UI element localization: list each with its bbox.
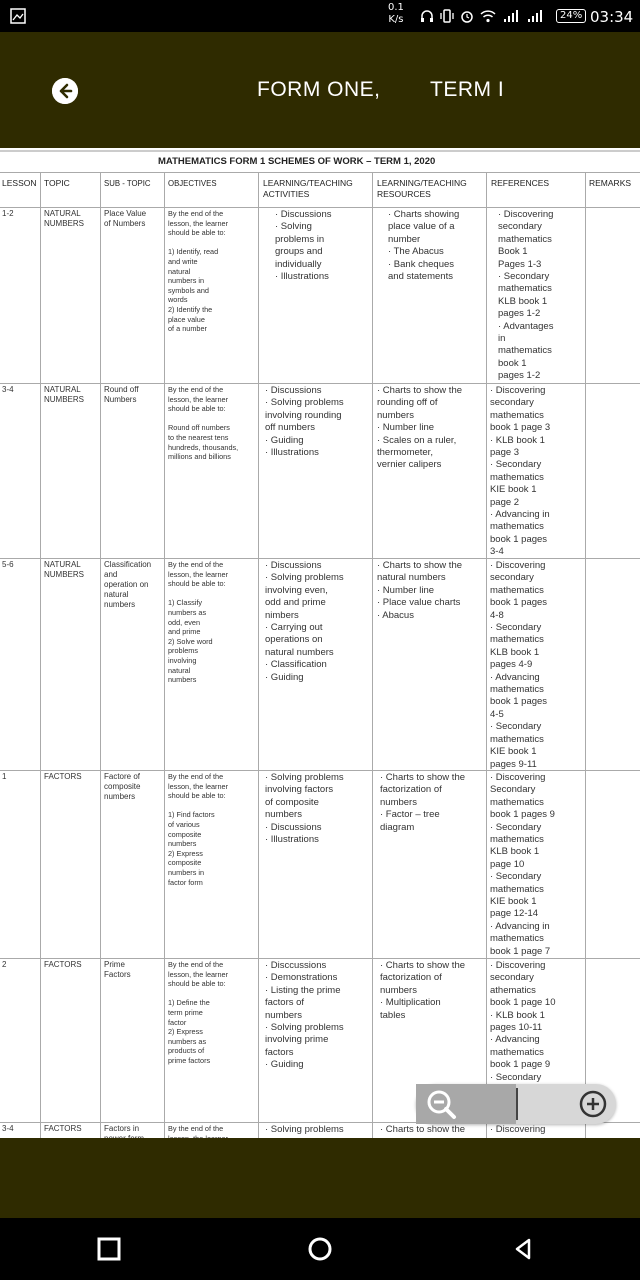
table-cell-topic: FACTORS xyxy=(44,1124,82,1133)
table-cell-objectives: By the end of the xyxy=(168,1124,224,1133)
table-border xyxy=(585,172,586,1142)
table-cell-resources: · Charts to show the factorization of numbers · Multiplication tables xyxy=(380,960,466,1021)
table-border xyxy=(0,172,640,173)
network-speed-value: 0.1 xyxy=(388,2,404,13)
table-cell-subtopic: Factore of composite numbers xyxy=(104,772,141,801)
vibrate-icon xyxy=(440,9,454,23)
column-header-subtopic: SUB - TOPIC xyxy=(104,179,151,188)
back-arrow-icon[interactable] xyxy=(52,78,78,104)
table-border xyxy=(258,172,259,1142)
footer-band xyxy=(0,1138,640,1218)
battery-indicator: 24% xyxy=(556,9,586,23)
table-cell-references: · Discovering Secondary mathematics book 1 pages 9 · Secondary mathematics KLB book 1 page 10 · Secondary mathematics KIE book 1 page 12-14 · Advancing in mathematics book 1 page 7 xyxy=(490,772,555,957)
table-cell-references: · Discovering secondary mathematics book 1 pages 4-8 · Secondary mathematics KLB book 1 pages 4-9 · Advancing mathematics book 1 pages 4-5 · Secondary mathematics KIE book 1 pages 9-11 xyxy=(490,560,548,770)
table-border xyxy=(40,172,41,1142)
gallery-icon xyxy=(10,8,26,24)
headphones-icon xyxy=(420,9,434,23)
table-cell-references: · Discovering secondary mathematics book 1 page 3 · KLB book 1 page 3 · Secondary mathematics KIE book 1 page 2 · Advancing in mathematics book 1 pages 3-4 xyxy=(490,385,551,558)
table-border xyxy=(372,172,373,1142)
table-cell-references: · Discovering secondary athematics book 1 page 10 · KLB book 1 pages 10-11 · Advancing mathematics book 1 page 9 · Secondary xyxy=(490,960,556,1083)
network-speed xyxy=(388,2,404,26)
table-cell-objectives: By the end of the lesson, the learner should be able to: 1) Define the term prime factor 2) Express numbers as products of prime factors xyxy=(168,960,229,1065)
recent-apps-icon[interactable] xyxy=(96,1236,122,1262)
column-header-objectives: OBJECTIVES xyxy=(168,179,217,188)
table-cell-resources: · Charts to show the natural numbers · Number line · Place value charts · Abacus xyxy=(377,560,463,621)
table-cell-activities: · Discussions · Solving problems involving even, odd and prime nimbers · Carrying out operations on natural numbers · Classification · Guiding xyxy=(265,560,344,683)
table-cell-activities: · Solving problems xyxy=(265,1124,344,1135)
table-border xyxy=(100,172,101,1142)
column-header-references: REFERENCES xyxy=(491,178,550,188)
clock: 03:34 xyxy=(590,8,634,26)
zoom-in-icon xyxy=(578,1089,608,1119)
table-cell-activities: · Discussions · Solving problems in groups and individually · Illustrations xyxy=(275,209,332,283)
table-cell-subtopic: Factors in xyxy=(104,1124,140,1133)
table-cell-lesson: 1 xyxy=(2,772,7,781)
table-border xyxy=(0,383,640,384)
table-cell-resources: · Charts to show the factorization of numbers · Factor – tree diagram xyxy=(380,772,466,833)
header-title-term: TERM I xyxy=(430,78,505,101)
table-cell-topic: NATURAL NUMBERS xyxy=(44,209,85,228)
table-border xyxy=(164,172,165,1142)
table-cell-subtopic: Round off Numbers xyxy=(104,385,139,404)
table-cell-lesson: 3-4 xyxy=(2,385,14,394)
column-header-remarks: REMARKS xyxy=(589,178,632,188)
column-header-lesson: LESSON xyxy=(2,178,37,188)
table-cell-subtopic: Place Value of Numbers xyxy=(104,209,147,228)
wifi-icon xyxy=(480,9,496,23)
signal-icon xyxy=(502,9,520,23)
table-cell-references: · Discovering xyxy=(490,1124,546,1135)
table-cell-subtopic: Prime Factors xyxy=(104,960,131,979)
document-top-rule xyxy=(0,150,640,152)
table-cell-lesson: 2 xyxy=(2,960,7,969)
navigation-bar xyxy=(0,1218,640,1280)
app-header xyxy=(0,32,640,148)
zoom-control xyxy=(416,1084,616,1124)
zoom-out-button[interactable] xyxy=(416,1084,516,1124)
signal-icon xyxy=(526,9,544,23)
table-cell-resources: · Charts to show the rounding off of numbers · Number line · Scales on a ruler, thermometer, vernier calipers xyxy=(377,385,463,471)
table-cell-topic: FACTORS xyxy=(44,772,82,781)
table-cell-objectives: By the end of the lesson, the learner should be able to: 1) Identify, read and write natural numbers in symbols and words 2) Identify the place value of a number xyxy=(168,209,229,334)
table-border xyxy=(486,172,487,1142)
header-title-form: FORM ONE, xyxy=(257,78,381,101)
back-nav-icon[interactable] xyxy=(510,1236,536,1262)
alarm-icon xyxy=(460,9,474,23)
column-header-topic: TOPIC xyxy=(44,178,70,188)
document-viewer[interactable] xyxy=(0,148,640,1138)
zoom-out-icon xyxy=(426,1089,456,1119)
table-cell-activities: · Discussions · Solving problems involving rounding off numbers · Guiding · Illustrations xyxy=(265,385,344,459)
table-cell-objectives: By the end of the lesson, the learner should be able to: 1) Find factors of various composite numbers 2) Express composite numbers in factor form xyxy=(168,772,229,887)
table-cell-lesson: 1-2 xyxy=(2,209,14,218)
status-bar xyxy=(0,0,640,32)
network-speed-unit: K/s xyxy=(388,14,404,25)
table-cell-topic: NATURAL NUMBERS xyxy=(44,560,85,579)
table-cell-activities: · Solving problems involving factors of composite numbers · Discussions · Illustrations xyxy=(265,772,344,846)
column-header-resources: LEARNING/TEACHING RESOURCES xyxy=(377,178,467,199)
table-cell-objectives: By the end of the lesson, the learner should be able to: 1) Classify numbers as odd, even and prime 2) Solve word problems involving natural numbers xyxy=(168,560,229,685)
table-cell-activities: · Disccussions · Demonstrations · Listing the prime factors of numbers · Solving problems involving prime factors · Guiding xyxy=(265,960,344,1071)
table-cell-topic: FACTORS xyxy=(44,960,82,969)
document-title: MATHEMATICS FORM 1 SCHEMES OF WORK – TERM 1, 2020 xyxy=(158,156,436,167)
table-cell-objectives: By the end of the lesson, the learner should be able to: Round off numbers to the nearest tens hundreds, thousands, millions and billions xyxy=(168,385,239,462)
home-icon[interactable] xyxy=(307,1236,333,1262)
column-header-activities: LEARNING/TEACHING ACTIVITIES xyxy=(263,178,353,199)
table-border xyxy=(0,207,640,208)
status-icons xyxy=(420,6,544,26)
table-cell-resources: · Charts showing place value of a number · The Abacus · Bank cheques and statements xyxy=(388,209,460,283)
table-cell-topic: NATURAL NUMBERS xyxy=(44,385,85,404)
table-cell-resources: · Charts to show the xyxy=(380,1124,466,1135)
table-cell-subtopic: Classification and operation on natural numbers xyxy=(104,560,152,609)
table-cell-lesson: 5-6 xyxy=(2,560,14,569)
table-border xyxy=(0,958,640,959)
table-cell-references: · Discovering secondary mathematics Book 1 Pages 1-3 · Secondary mathematics KLB book 1 pages 1-2 · Advantages in mathematics book 1 pages 1-2 xyxy=(498,209,554,382)
zoom-in-button[interactable] xyxy=(518,1084,616,1124)
table-cell-lesson: 3-4 xyxy=(2,1124,14,1133)
